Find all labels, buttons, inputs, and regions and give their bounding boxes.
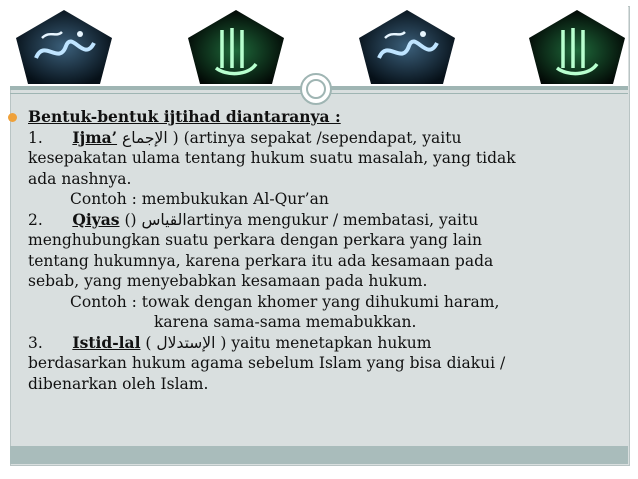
item2-example-a: Contoh : towak dengan khomer yang dihukumi haram, bbox=[70, 292, 500, 311]
item2-definition: artinya mengukur / membatasi, yaitu bbox=[186, 210, 479, 229]
calligraphy-allah-emblem-2 bbox=[527, 8, 627, 86]
calligraphy-allah-emblem bbox=[186, 8, 286, 86]
item3-definition: ) yaitu menetapkan hukum bbox=[215, 333, 432, 352]
footer-band bbox=[10, 446, 628, 464]
item2-line1 bbox=[28, 210, 613, 231]
item2-term: Qiyas bbox=[72, 209, 120, 229]
calligraphy-muhammad-emblem bbox=[14, 8, 114, 86]
item3-line2: berdasarkan hukum agama sebelum Islam yang bisa diakui / bbox=[28, 354, 506, 372]
item1-number: 1. bbox=[28, 128, 43, 147]
item2-paren: () bbox=[119, 210, 142, 229]
item3-arabic: الإستدلال bbox=[156, 333, 216, 352]
item3-number: 3. bbox=[28, 333, 43, 352]
item1-line1 bbox=[28, 128, 613, 149]
item2-example-b: karena sama-sama memabukkan. bbox=[154, 313, 417, 331]
item1-term: Ijma’ bbox=[72, 127, 118, 147]
item3-term: Istid-lal bbox=[72, 332, 141, 352]
item1-example: Contoh : membukukan Al-Qur’an bbox=[70, 190, 329, 208]
section-heading: Bentuk-bentuk ijtihad diantaranya : bbox=[28, 107, 341, 126]
calligraphy-muhammad-emblem-2 bbox=[357, 8, 457, 86]
ring-ornament bbox=[300, 73, 332, 105]
item1-line2: kesepakatan ulama tentang hukum suatu masalah, yang tidak bbox=[28, 149, 516, 167]
item2-arabic: القياس bbox=[141, 210, 187, 229]
item2-line4: sebab, yang menyebabkan kesamaan pada hukum. bbox=[28, 272, 428, 290]
item3-line3: dibenarkan oleh Islam. bbox=[28, 374, 209, 393]
item3-line1 bbox=[28, 333, 613, 354]
item2-line3: tentang hukumnya, karena perkara itu ada kesamaan pada bbox=[28, 251, 494, 270]
item1-line3: ada nashnya. bbox=[28, 169, 132, 188]
bullet-icon bbox=[8, 113, 17, 122]
item3-open: ( bbox=[140, 333, 157, 352]
item1-arabic: الإجماع bbox=[122, 128, 168, 147]
item1-definition: ) (artinya sepakat /sependapat, yaitu bbox=[167, 128, 462, 147]
item2-number: 2. bbox=[28, 210, 43, 229]
slide-body bbox=[28, 107, 613, 394]
heading-line bbox=[28, 107, 613, 128]
item2-line2: menghubungkan suatu perkara dengan perkara yang lain bbox=[28, 231, 482, 249]
